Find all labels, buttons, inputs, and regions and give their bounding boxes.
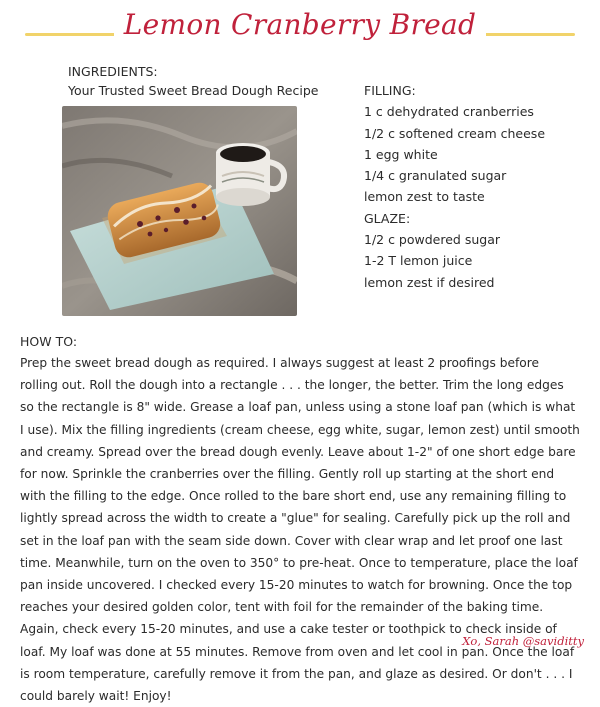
filling-item: 1/2 c softened cream cheese: [364, 125, 546, 141]
filling-item: 1 c dehydrated cranberries: [364, 104, 534, 120]
filling-glaze-section: [364, 80, 545, 293]
ingredients-heading: INGREDIENTS:: [68, 64, 158, 79]
page-title-text: Lemon Cranberry Bread: [114, 8, 486, 41]
howto-instructions: Prep the sweet bread dough as required. I always suggest at least 2 proofings before rolling out. Roll the dough into a rectangle . . . the longer, the better. Trim the long edges so the rectangle is 8" wide. Grease a loaf pan, unless using a stone loaf pan (which is what I use). Mix the filling ingredients (cream cheese, egg white, sugar, lemon zest) until smooth and creamy. Spread over the bread dough evenly. Leave about 1-2" of one short edge bare for now. Sprinkle the cranberries over the filling. Gently roll up starting at the short end with the filling to the edge. Once rolled to the bare short end, use any remaining filling to lightly spread across the width to create a "glue" for sealing. Carefully pick up the roll and set in the loaf pan with the seam side down. Cover with clear wrap and let proof one last time. Meanwhile, turn on the oven to 350° to pre-heat. Once to temperature, place the loaf pan inside uncovered. I checked every 15-20 minutes to watch for browning. Once the top reaches your desired golden color, tent with foil for the remainder of the baking time. Again, check every 15-20 minutes, and use a cake tester or toothpick to check inside of loaf. My loaf was done at 55 minutes. Remove from oven and let cool in pan. Once the loaf is room temperature, carefully remove it from the pan, and glaze as desired. Or don't . . . I could barely wait! Enjoy!: [20, 356, 580, 704]
ingredients-subheading: Your Trusted Sweet Bread Dough Recipe: [68, 83, 319, 98]
filling-item: lemon zest to taste: [364, 189, 485, 205]
filling-heading: FILLING:: [364, 83, 416, 98]
bread-photo: [62, 106, 297, 316]
glaze-item: lemon zest if desired: [364, 274, 495, 290]
glaze-item: 1-2 T lemon juice: [364, 253, 473, 269]
page-title: [0, 8, 600, 41]
filling-item: 1 egg white: [364, 146, 438, 162]
signature: Xo, Sarah @saviditty: [462, 634, 584, 648]
glaze-heading: GLAZE:: [364, 210, 411, 226]
filling-item: 1/4 c granulated sugar: [364, 168, 507, 184]
ingredients-section: [68, 62, 318, 100]
howto-heading: HOW TO:: [20, 334, 78, 349]
bread-photo-illustration: [62, 106, 297, 316]
glaze-item: 1/2 c powdered sugar: [364, 232, 500, 248]
